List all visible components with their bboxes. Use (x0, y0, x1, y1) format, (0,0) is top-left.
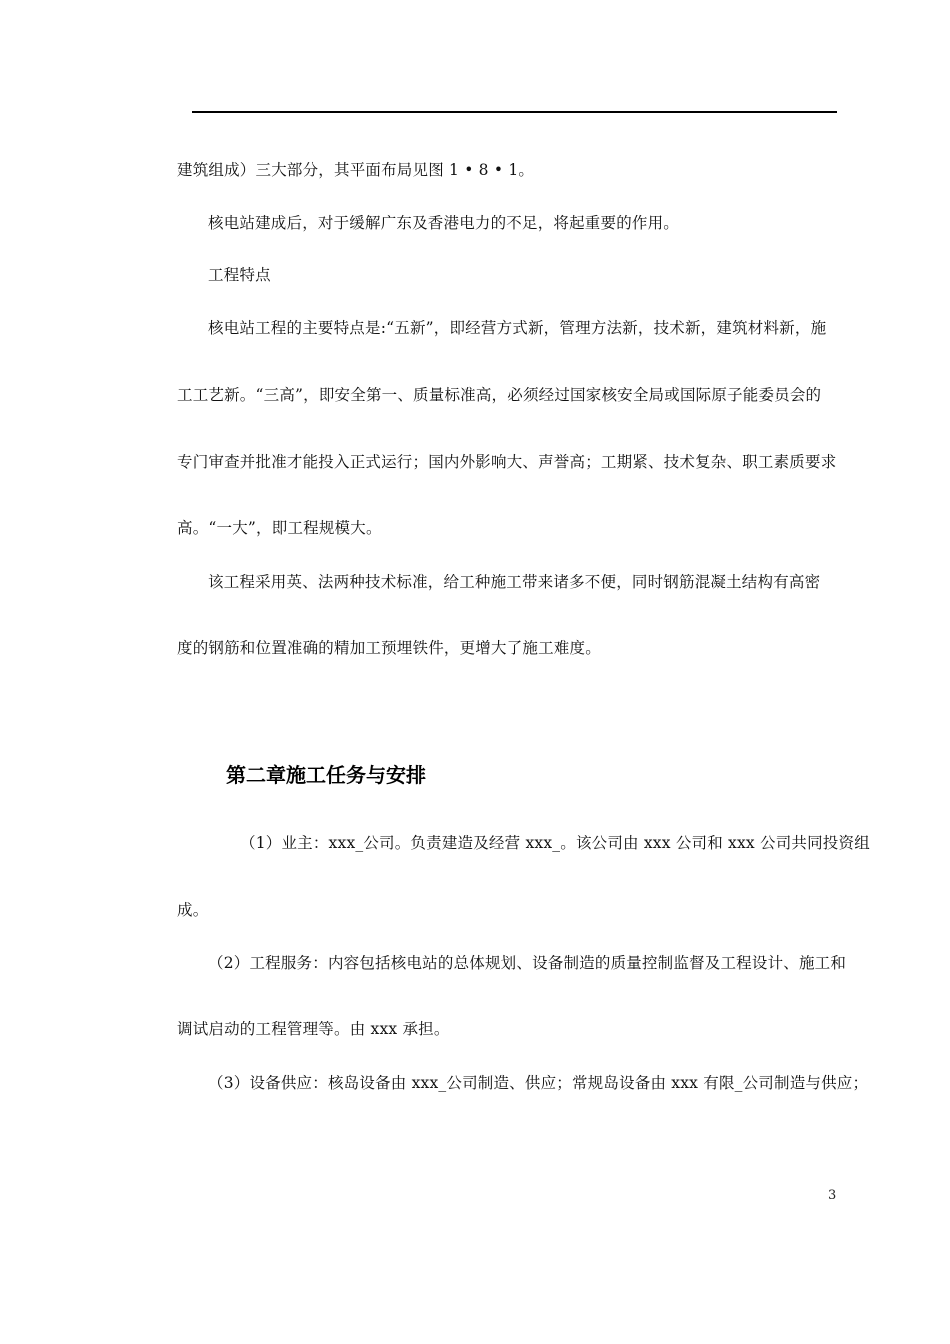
list-item-line: （2）工程服务：内容包括核电站的总体规划、设备制造的质量控制监督及工程设计、施工和 (208, 954, 847, 972)
body-text-line: 高。“一大”，即工程规模大。 (177, 519, 382, 537)
body-text-line: 建筑组成）三大部分，其平面布局见图 1 • 8 • 1。 (177, 161, 535, 179)
list-item-line: 调试启动的工程管理等。由 xxx 承担。 (177, 1020, 450, 1038)
section-heading: 工程特点 (208, 266, 271, 284)
body-text-line: 工工艺新。“三高”，即安全第一、质量标准高，必须经过国家核安全局或国际原子能委员会的 (177, 386, 822, 404)
chapter-title: 第二章施工任务与安排 (226, 763, 426, 787)
body-text-line: 度的钢筋和位置准确的精加工预埋铁件，更增大了施工难度。 (177, 639, 601, 657)
list-item-line: （3）设备供应：核岛设备由 xxx_公司制造、供应；常规岛设备由 xxx 有限_公司制造与供应； (208, 1074, 869, 1092)
body-text-line: 核电站建成后，对于缓解广东及香港电力的不足，将起重要的作用。 (208, 214, 680, 232)
list-item-line: （1）业主：xxx_公司。负责建造及经营 xxx_。该公司由 xxx 公司和 xxx 公司共同投资组 (240, 834, 870, 852)
body-text-line: 专门审查并批准才能投入正式运行；国内外影响大、声誉高；工期紧、技术复杂、职工素质要求 (177, 453, 837, 471)
body-text-line: 核电站工程的主要特点是:“五新”，即经营方式新，管理方法新，技术新，建筑材料新，施 (208, 319, 827, 337)
body-text-line: 该工程采用英、法两种技术标准，给工种施工带来诸多不便，同时钢筋混凝土结构有高密 (208, 573, 821, 591)
list-item-line: 成。 (177, 901, 209, 919)
header-rule (192, 111, 837, 113)
page-number: 3 (828, 1188, 837, 1203)
